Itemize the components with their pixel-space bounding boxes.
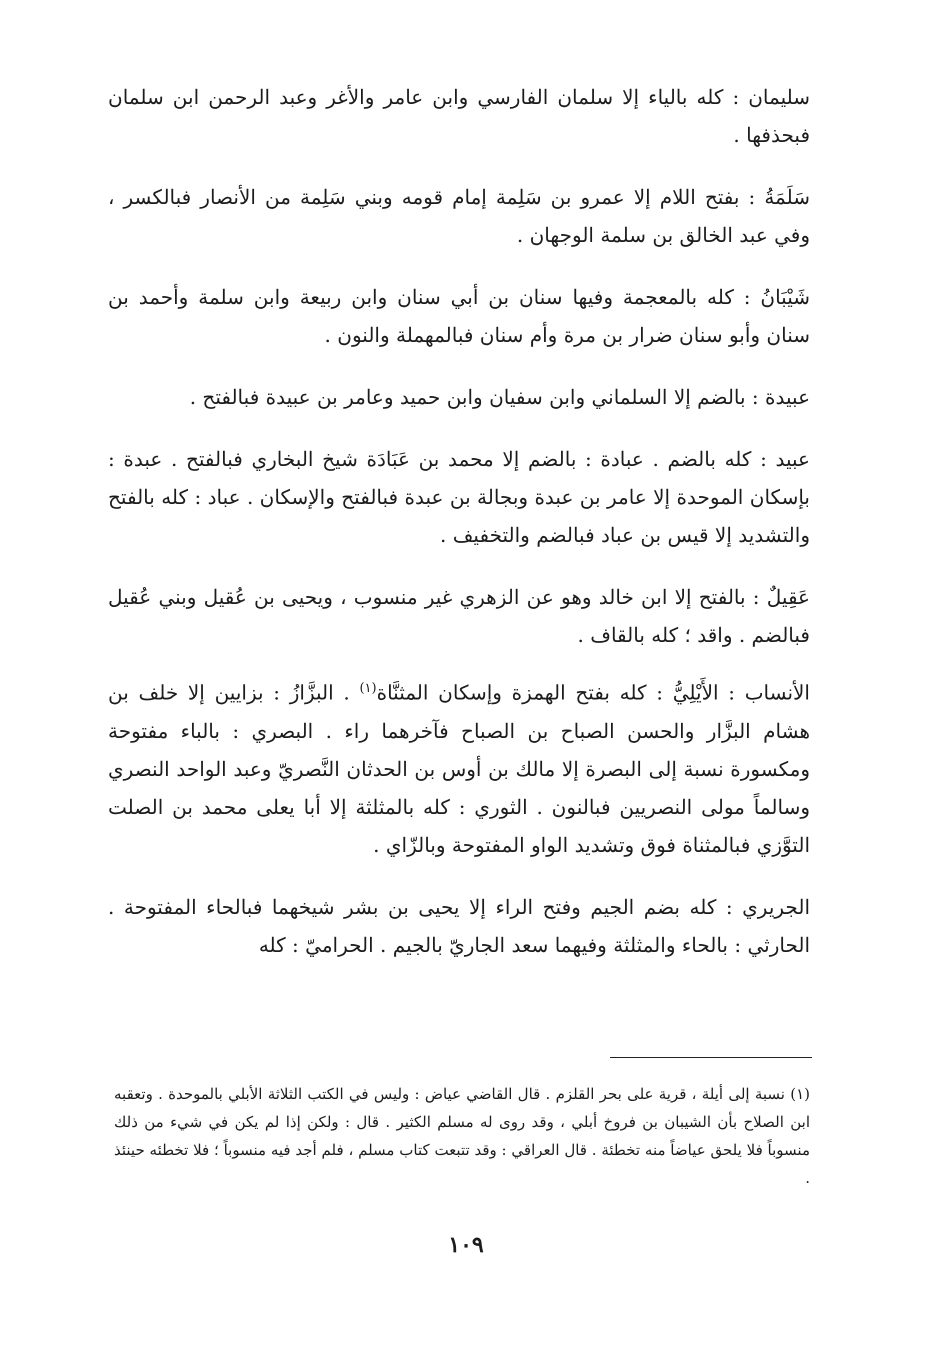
paragraph-sulaiman: سليمان : كله بالياء إلا سلمان الفارسي وابن عامر والأغر وعبد الرحمن ابن سلمان فبحذفها . [108,85,810,147]
paragraph-salama: سَلَمَةُ : بفتح اللام إلا عمرو بن سَلِمة إمام قومه وبني سَلِمة من الأنصار فبالكسر ، وفي عبد الخالق بن سلمة الوجهان . [108,185,810,247]
paragraph-ubaid: عبيد : كله بالضم . عبادة : بالضم إلا محمد بن عَبَادَة شيخ البخاري فبالفتح . عبدة : بإسكان الموحدة إلا عامر بن عبدة وبجالة بن عبدة فبالفتح والإسكان . عباد : كله بالفتح والتشديد إلا قيس بن عباد فبالضم والتخفيف . [108,447,810,547]
footnote-text: (١) نسبة إلى أيلة ، قرية على بحر القلزم . قال القاضي عياض : وليس في الكتب الثلاثة الأبلي بالموحدة . وتعقبه ابن الصلاح بأن الشيبان بن فروخ أبلي ، وقد روى له مسلم الكثير . قال : ولكن إذا لم يكن في شيء من ذلك منسوباً فلا يلحق عياضاً منه تخطئة . قال العراقي : وقد تتبعت كتاب مسلم ، فلم أجد فيه منسوباً ؛ فلا تخطئه حينئذ . [114,1085,810,1187]
footnote-reference: (١) [359,681,377,696]
page-number: ١٠٩ [448,1232,484,1258]
paragraph-ansab [108,670,810,864]
paragraph-aqil: عَقِيلٌ : بالفتح إلا ابن خالد وهو عن الزهري غير منسوب ، ويحيى بن عُقيل وبني عُقيل فبالضم . واقد ؛ كله بالقاف . [108,585,810,647]
ansab-text-end: . البزَّازُ : بزايين إلا خلف بن هشام البزَّار والحسن الصباح بن الصباح فآخرهما راء . البصري : بالباء مفتوحة ومكسورة نسبة إلى البصرة إلا مالك بن أوس بن الحدثان النَّصريّ وعبد الواحد النصري وسالماً مولى النصريين فبالنون . الثوري : كله بالمثلثة إلا أبا يعلى محمد بن الصلت التوَّزي فبالمثناة فوق وتشديد الواو المفتوحة وبالزّاي . [108,680,810,857]
paragraph-jariri: الجريري : كله بضم الجيم وفتح الراء إلا يحيى بن بشر شيخهما فبالحاء المفتوحة . الحارثي : بالحاء والمثلثة وفيهما سعد الجاريّ بالجيم . الحراميّ : كله [108,894,810,957]
paragraph-ubaida: عبيدة : بالضم إلا السلماني وابن سفيان وابن حميد وعامر بن عبيدة فبالفتح . [189,385,810,409]
main-text [108,78,810,988]
footnote-divider [610,1057,812,1058]
ansab-text-start: الأنساب : الأَيْلِيُّ : كله بفتح الهمزة وإسكان المثنَّاة [376,680,810,705]
paragraph-shaiban: شَيْبَانُ : كله بالمعجمة وفيها سنان بن أبي سنان وابن ربيعة وابن سلمة وأحمد بن سنان وأبو سنان ضرار بن مرة وأم سنان فبالمهملة والنون . [108,285,810,347]
